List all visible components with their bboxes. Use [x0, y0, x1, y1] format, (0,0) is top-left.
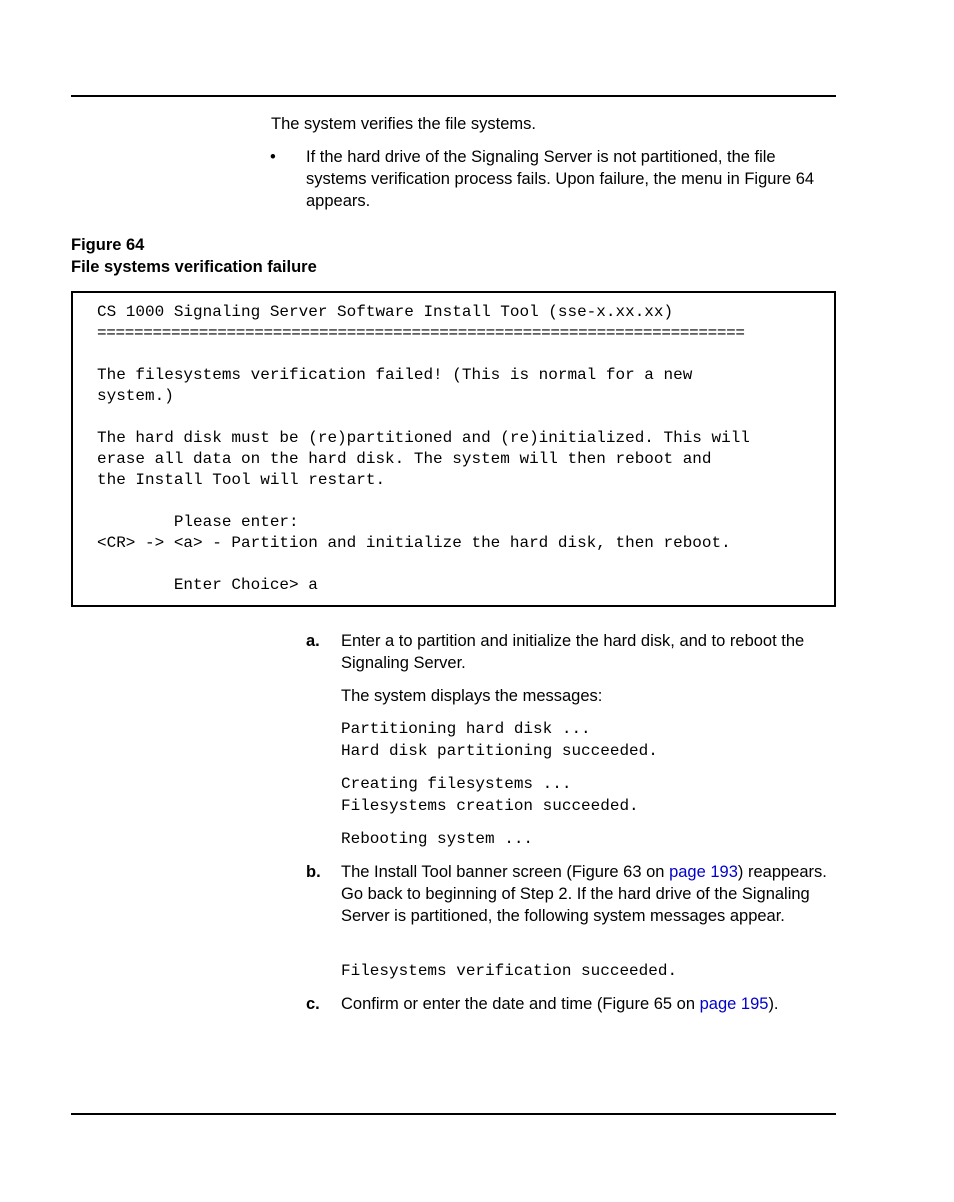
output-line: Hard disk partitioning succeeded. [341, 742, 658, 760]
step-b-text [341, 861, 831, 927]
terminal-choice-input: Enter Choice> a [97, 576, 318, 594]
step-a-label: a. [306, 632, 320, 650]
step-c-text [341, 993, 836, 1015]
output-line: Filesystems verification succeeded. [341, 962, 678, 980]
step-c-label: c. [306, 995, 320, 1013]
page-195-link[interactable]: page 195 [699, 995, 769, 1013]
bottom-rule [71, 1113, 836, 1115]
output-line: Filesystems creation succeeded. [341, 797, 639, 815]
terminal-title-line: CS 1000 Signaling Server Software Install Tool (sse-x.xx.xx) [97, 303, 674, 321]
step-a-displays: The system displays the messages: [341, 687, 603, 705]
step-c-text-before: Confirm or enter the date and time (Figure 65 on [341, 995, 700, 1013]
terminal-line: The filesystems verification failed! (This is normal for a new [97, 366, 693, 384]
output-line: Rebooting system ... [341, 830, 534, 848]
bullet-text: If the hard drive of the Signaling Server is not partitioned, the file systems verification process fails. Upon failure, the menu in Figure 64 appears. [306, 148, 815, 210]
terminal-screen [71, 291, 836, 607]
output-line: Partitioning hard disk ... [341, 720, 591, 738]
terminal-line: system.) [97, 387, 174, 405]
step-b-text-after: ) reappears. Go back to beginning of Step 2. If the hard drive of the Signaling Server is partitioned, the following system messages appear. [341, 863, 827, 925]
terminal-prompt: Please enter: [97, 513, 299, 531]
top-rule [71, 95, 836, 97]
terminal-line: erase all data on the hard disk. The system will then reboot and [97, 450, 712, 468]
figure-number: Figure 64 [71, 236, 145, 254]
step-b-label: b. [306, 863, 321, 881]
verify-text: The system verifies the file systems. [271, 115, 536, 133]
bullet-dot: • [270, 148, 276, 166]
terminal-menu-option: <CR> -> <a> - Partition and initialize the hard disk, then reboot. [97, 534, 731, 552]
terminal-separator: ====================================================================== [97, 324, 745, 342]
step-b-text-before: The Install Tool banner screen (Figure 63 on [341, 863, 670, 881]
step-c-text-after: ). [768, 995, 779, 1013]
figure-caption: File systems verification failure [71, 258, 317, 276]
terminal-line: the Install Tool will restart. [97, 471, 386, 489]
terminal-line: The hard disk must be (re)partitioned and (re)initialized. This will [97, 429, 750, 447]
page-193-link[interactable]: page 193 [669, 863, 738, 881]
output-line: Creating filesystems ... [341, 775, 572, 793]
step-a-text: Enter a to partition and initialize the hard disk, and to reboot the Signaling Server. [341, 632, 805, 672]
